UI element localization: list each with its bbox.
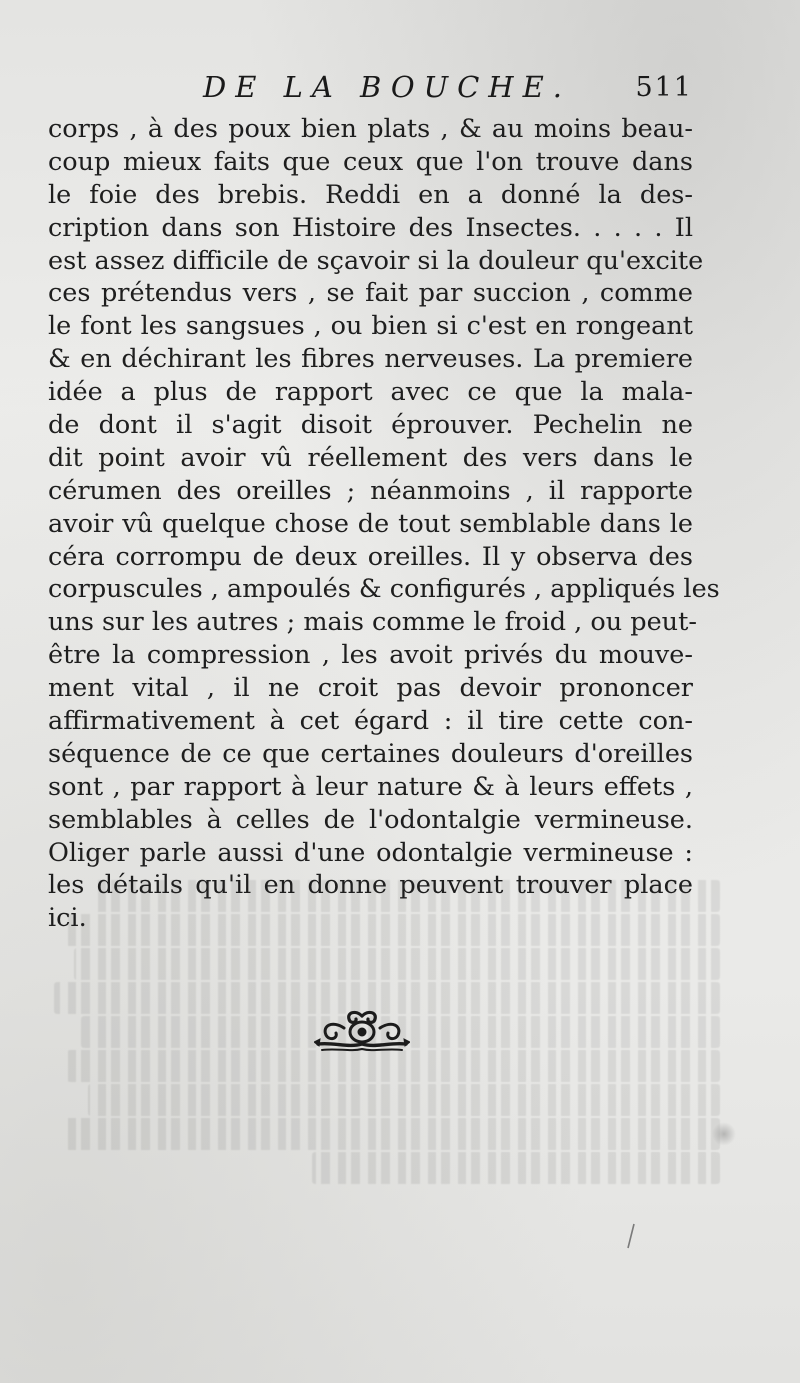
text-line: uns sur les autres ; mais comme le froid , ou peut- bbox=[48, 607, 697, 638]
text-line: séquence de ce que certaines douleurs d'oreilles bbox=[48, 738, 693, 769]
text-line: affirmativement à cet égard : il tire cette con- bbox=[48, 706, 693, 737]
text-line: le foie des brebis. Reddi en a donné la des- bbox=[48, 179, 693, 210]
text-line: ces prétendus vers , se fait par succion , comme bbox=[48, 278, 693, 309]
text-line: de dont il s'agit disoit éprouver. Pechelin ne bbox=[48, 410, 693, 441]
text-line: idée a plus de rapport avec ce que la mala- bbox=[48, 377, 693, 408]
text-line: corpuscules , ampoulés & configurés , appliqués les bbox=[48, 574, 720, 605]
running-head bbox=[48, 70, 693, 110]
text-line: est assez difficile de sçavoir si la douleur qu'excite bbox=[48, 245, 704, 276]
text-line: Oliger parle aussi d'une odontalgie vermineuse : bbox=[48, 837, 693, 868]
text-line: cérumen des oreilles ; néanmoins , il rapporte bbox=[48, 475, 693, 506]
text-line: & en déchirant les fibres nerveuses. La premiere bbox=[48, 344, 693, 375]
text-line: semblables à celles de l'odontalgie vermineuse. bbox=[48, 804, 693, 835]
text-line: sont , par rapport à leur nature & à leurs effets , bbox=[48, 771, 693, 802]
text-line: cription dans son Histoire des Insectes. . . . . Il bbox=[48, 212, 693, 243]
text-line: corps , à des poux bien plats , & au moins beau- bbox=[48, 114, 693, 144]
text-line: coup mieux faits que ceux que l'on trouve dans bbox=[48, 146, 693, 177]
text-line: céra corrompu de deux oreilles. Il y observa des bbox=[48, 541, 693, 572]
text-line-final: ici. bbox=[48, 903, 87, 934]
paper-mark bbox=[620, 1222, 642, 1250]
text-line: avoir vû quelque chose de tout semblable dans le bbox=[48, 508, 693, 539]
text-line: dit point avoir vû réellement des vers dans le bbox=[48, 442, 693, 473]
text-line: être la compression , les avoit privés du mouve- bbox=[48, 640, 693, 671]
text-line: ment vital , il ne croit pas devoir prononcer bbox=[48, 673, 693, 704]
text-line: le font les sangsues , ou bien si c'est en rongeant bbox=[48, 311, 693, 342]
body-text bbox=[48, 113, 720, 935]
page-number: 511 bbox=[635, 72, 693, 103]
text-line: les détails qu'il en donne peuvent trouver place bbox=[48, 870, 693, 901]
fleuron-ornament-icon bbox=[314, 1008, 410, 1054]
paper-stain bbox=[712, 1122, 736, 1146]
running-title: DE LA BOUCHE. bbox=[203, 70, 571, 104]
